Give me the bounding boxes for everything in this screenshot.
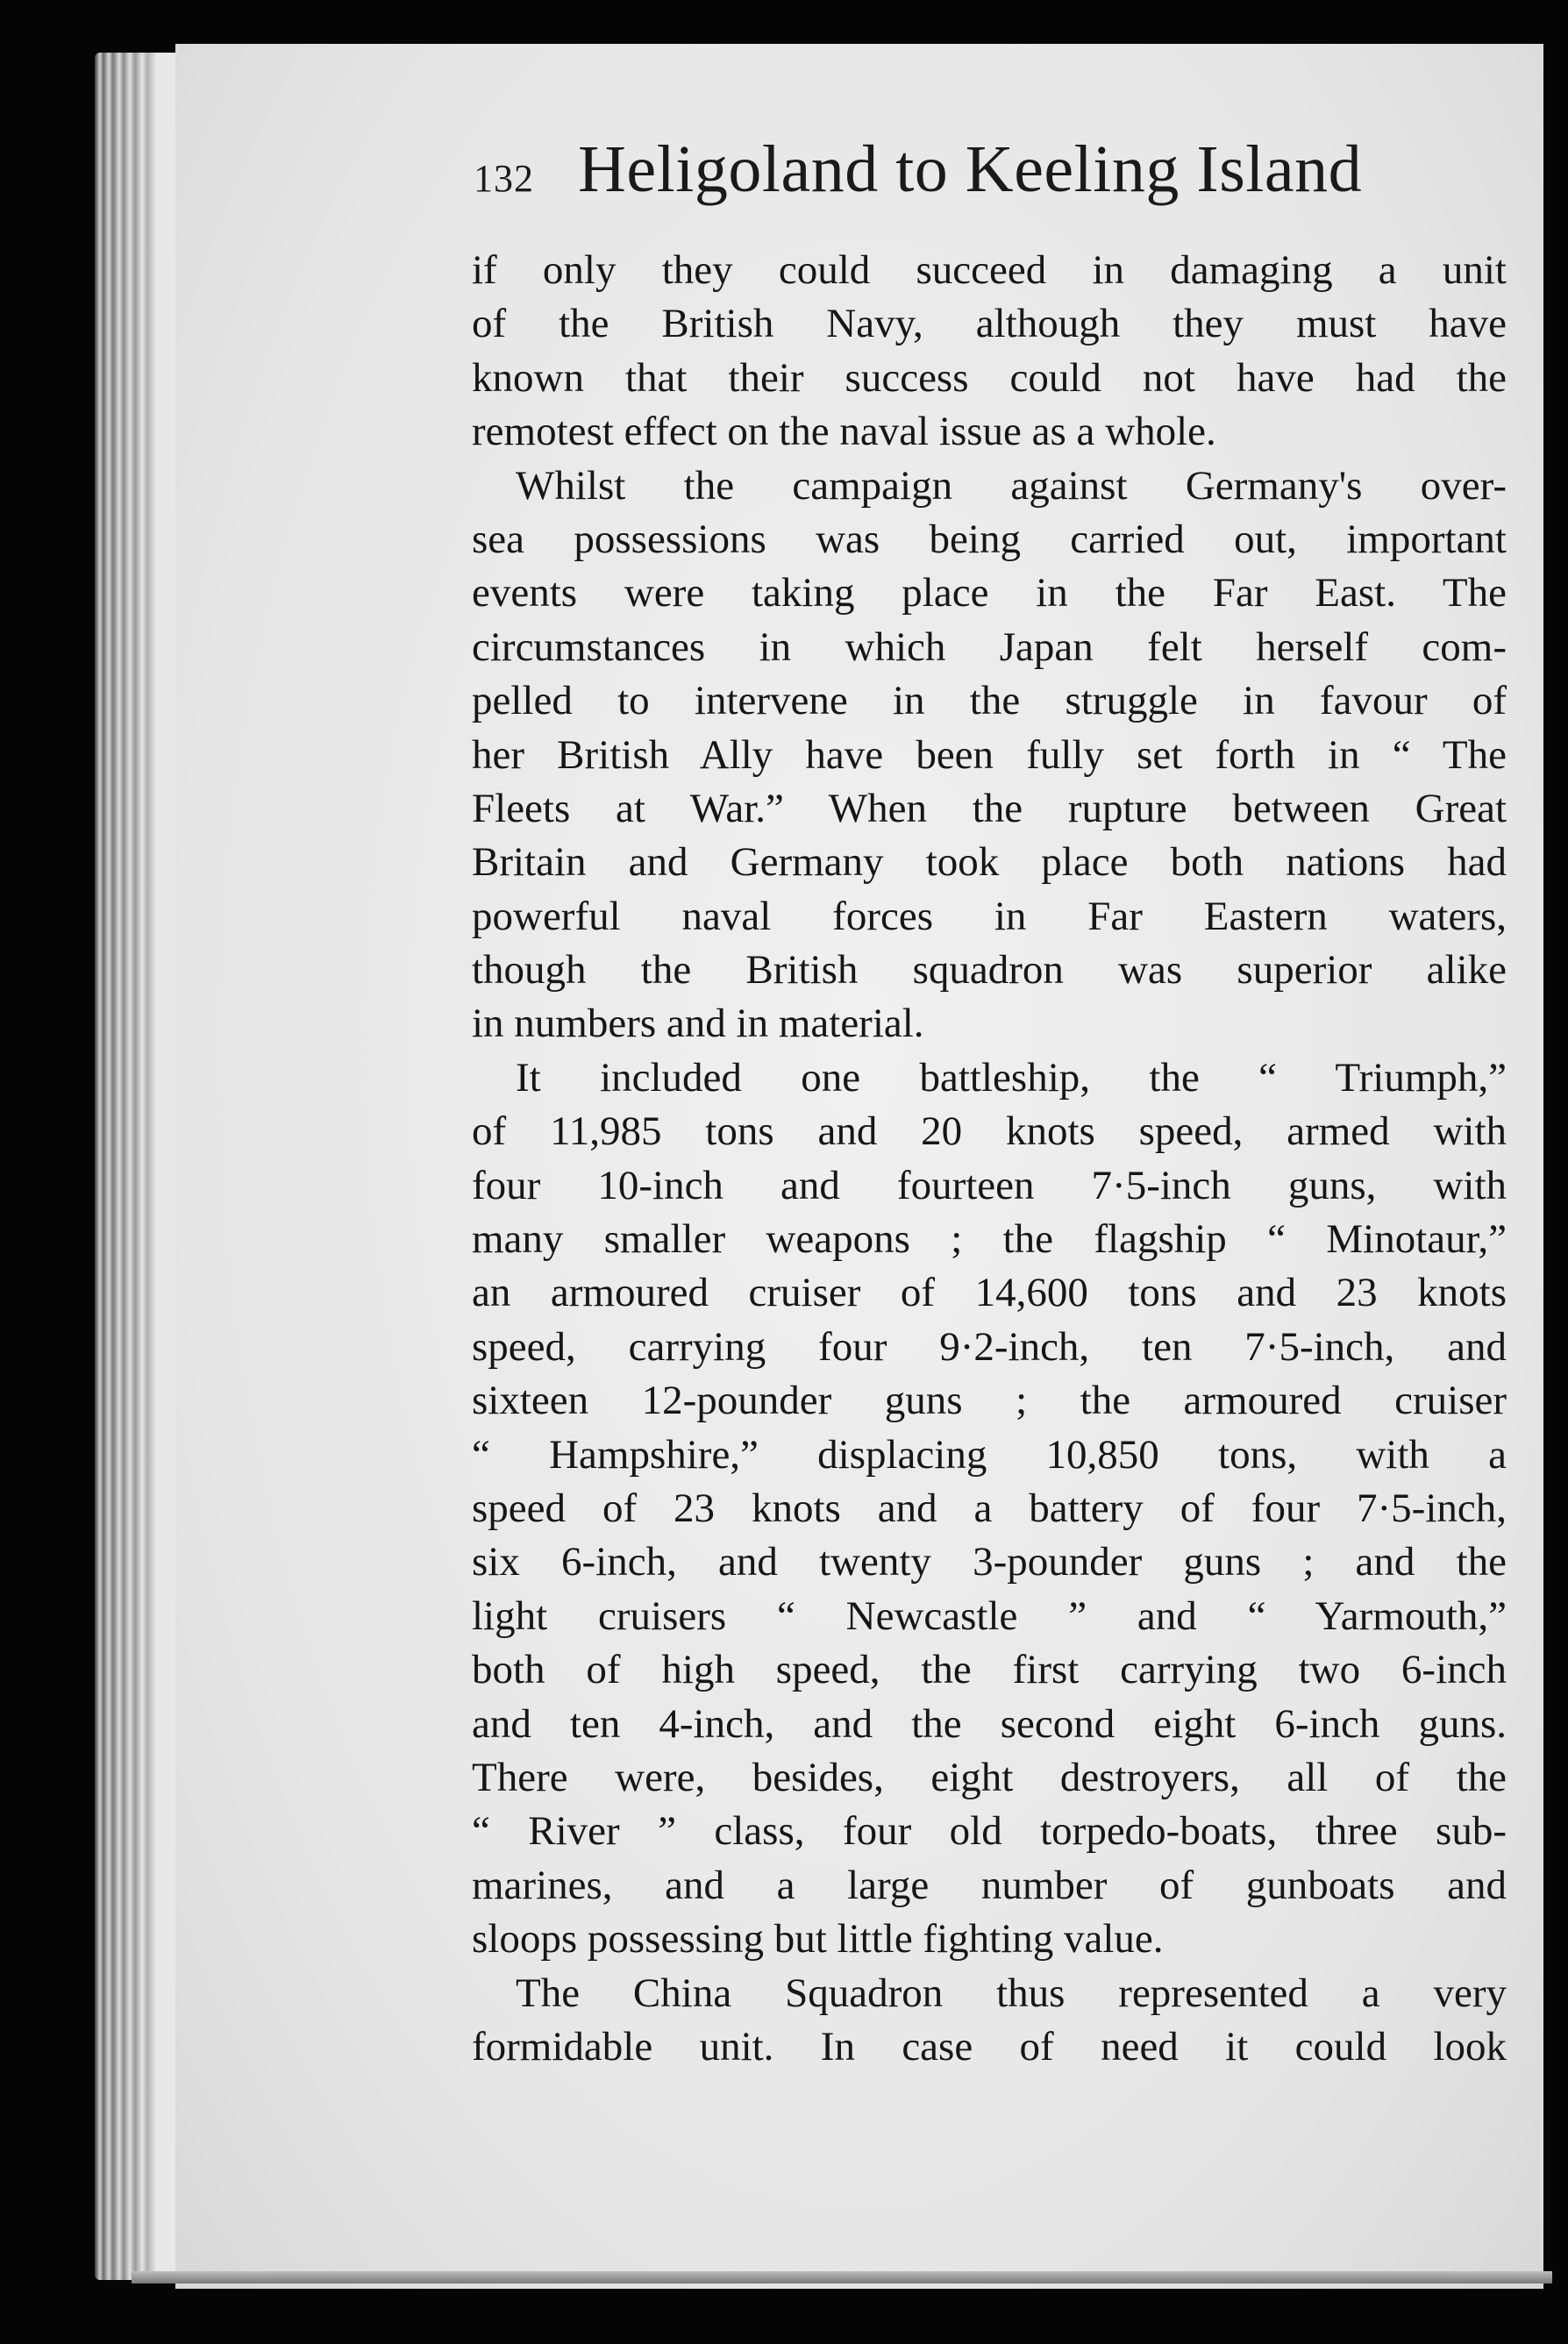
text-line: of 11,985 tons and 20 knots speed, armed with xyxy=(472,1108,1507,1155)
text-line: four 10-inch and fourteen 7·5-inch guns, with xyxy=(472,1162,1507,1208)
text-line: speed, carrying four 9·2-inch, ten 7·5-inch, and xyxy=(472,1323,1507,1370)
text-line: powerful naval forces in Far Eastern waters, xyxy=(472,893,1507,939)
text-line: “ Hampshire,” displacing 10,850 tons, with a xyxy=(472,1431,1507,1478)
text-line: remotest effect on the naval issue as a whole. xyxy=(472,409,1216,455)
text-line: six 6-inch, and twenty 3-pounder guns ; and the xyxy=(472,1539,1507,1585)
text-line: sloops possessing but little fighting value. xyxy=(472,1916,1164,1963)
text-line: in numbers and in material. xyxy=(472,1001,924,1047)
text-line: formidable unit. In case of need it could look xyxy=(472,2023,1507,2070)
text-line: marines, and a large number of gunboats and xyxy=(472,1862,1507,1908)
text-line: “ River ” class, four old torpedo-boats, three sub- xyxy=(472,1808,1507,1855)
text-line: both of high speed, the first carrying two 6-inch xyxy=(472,1647,1507,1693)
text-line: speed of 23 knots and a battery of four 7·5-inch, xyxy=(472,1485,1507,1531)
text-line: It included one battleship, the “ Triumph,” xyxy=(516,1054,1507,1101)
text-line: many smaller weapons ; the flagship “ Minotaur,” xyxy=(472,1216,1507,1263)
text-line: There were, besides, eight destroyers, all of the xyxy=(472,1754,1507,1800)
text-line: Britain and Germany took place both nations had xyxy=(472,839,1507,886)
text-line: pelled to intervene in the struggle in favour of xyxy=(472,678,1507,724)
text-line: her British Ally have been fully set forth in “ The xyxy=(472,731,1507,778)
running-title: Heligoland to Keeling Island xyxy=(578,132,1363,206)
text-line: light cruisers “ Newcastle ” and “ Yarmouth,” xyxy=(472,1592,1507,1639)
text-line: an armoured cruiser of 14,600 tons and 23 knots xyxy=(472,1270,1507,1316)
text-line: known that their success could not have had the xyxy=(472,354,1507,401)
text-line: sixteen 12-pounder guns ; the armoured cruiser xyxy=(472,1378,1507,1424)
text-line: The China Squadron thus represented a very xyxy=(516,1970,1507,2016)
body-text xyxy=(472,244,1507,2074)
text-line: Whilst the campaign against Germany's over- xyxy=(516,462,1507,509)
text-line: of the British Navy, although they must have xyxy=(472,301,1507,347)
text-line: Fleets at War.” When the rupture between Great xyxy=(472,785,1507,831)
text-line: circumstances in which Japan felt herself com- xyxy=(472,623,1507,670)
text-line: if only they could succeed in damaging a unit xyxy=(472,247,1507,293)
page-number: 132 xyxy=(474,157,534,200)
text-line: events were taking place in the Far East. The xyxy=(472,570,1507,616)
running-head xyxy=(474,132,1421,228)
text-line: though the British squadron was superior alike xyxy=(472,947,1507,994)
text-line: sea possessions was being carried out, important xyxy=(472,516,1507,562)
text-line: and ten 4-inch, and the second eight 6-inch guns. xyxy=(472,1700,1507,1747)
page-bottom-edge xyxy=(132,2271,1552,2283)
